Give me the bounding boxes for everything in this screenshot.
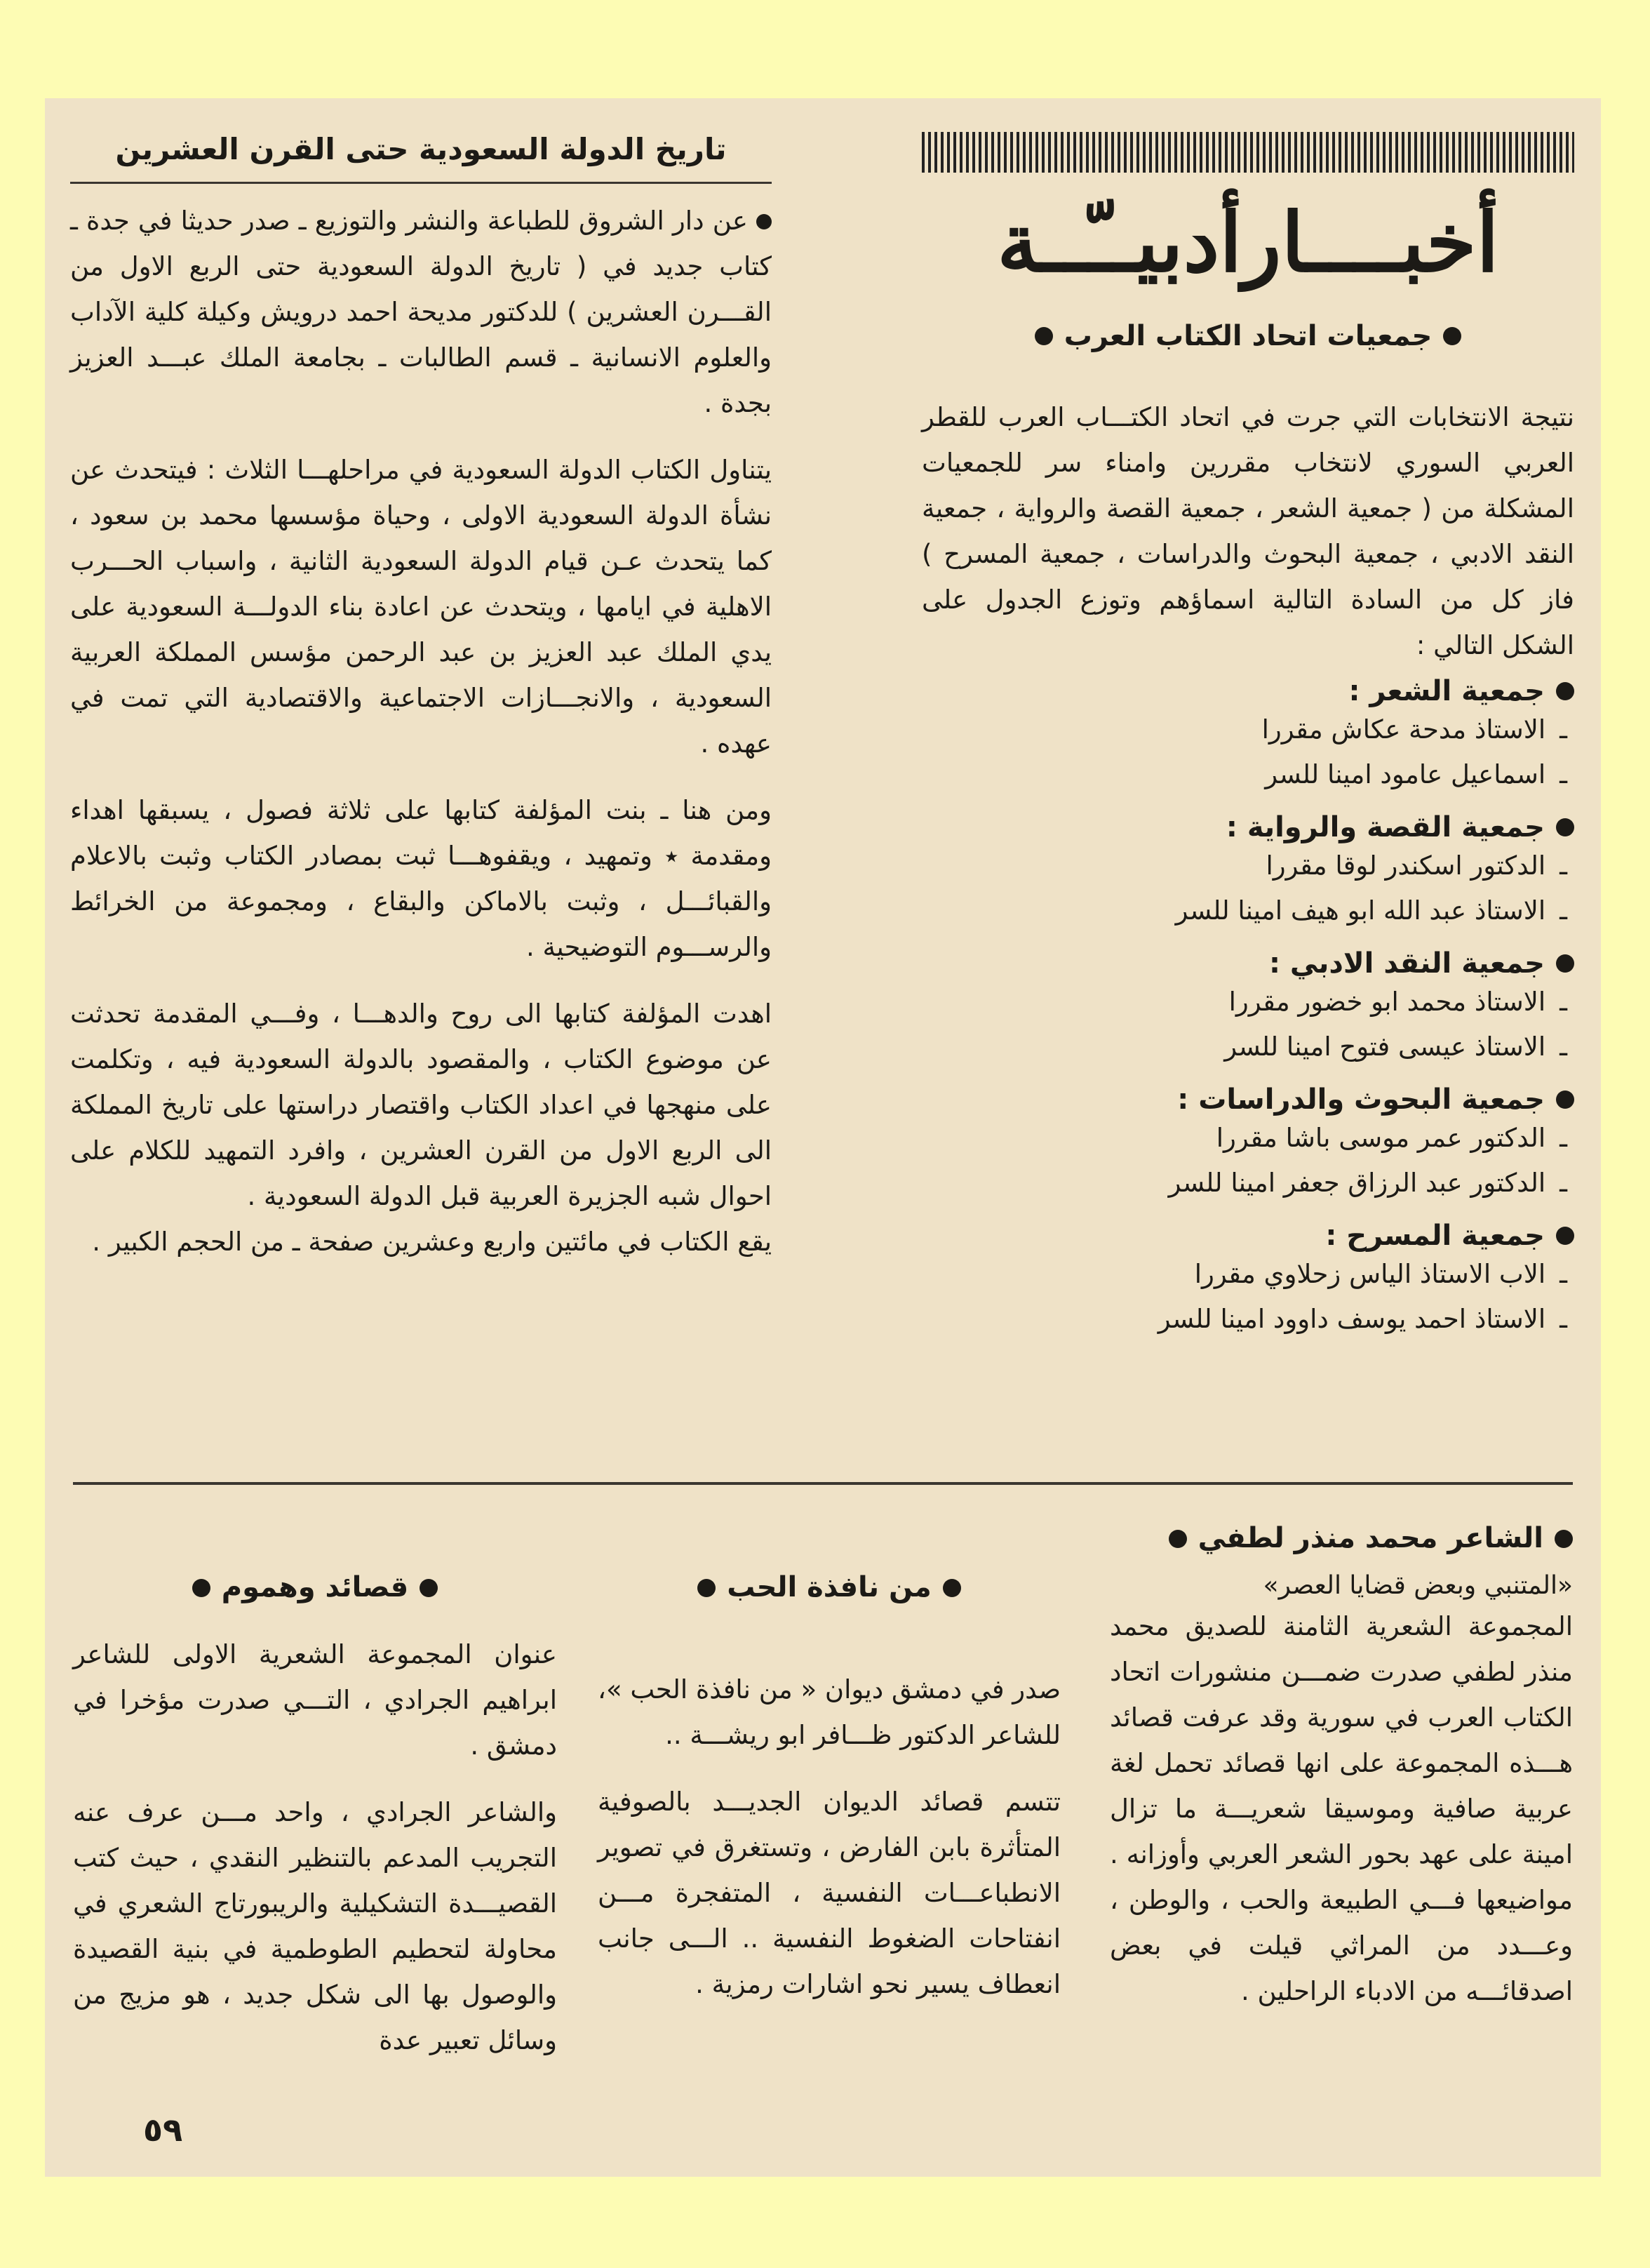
- love-window-paragraph: صدر في دمشق ديوان « من نافذة الحب »، للشاعر الدكتور ظـــافر ابو ريشـــة ..: [598, 1674, 1061, 1750]
- group-member: [922, 1161, 1574, 1206]
- love-window-article: [598, 1565, 1061, 2028]
- dash-icon: ـ: [1560, 1168, 1567, 1198]
- group-heading: [922, 947, 1574, 980]
- group-name: جمعية القصة والرواية :: [1226, 811, 1545, 843]
- bullet-icon: [1443, 327, 1461, 345]
- member-text: اسماعيل عامود امينا للسر: [1265, 759, 1546, 789]
- bullet-icon: [1169, 1530, 1187, 1548]
- group-name: جمعية المسرح :: [1325, 1220, 1545, 1252]
- writers-union-paragraph: نتيجة الانتخابات التي جرت في اتحاد الكتـــاب العرب للقطر العربي السوري لانتخاب مقررين وامناء سر للجمعيات المشكلة من ( جمعية الشعر ، جمعية القصة والرواية ، جمعية النقد الادبي ، جمعية البحوث والدراسات ، جمعية المسرح ) فاز كل من السادة التالية اسماؤهم وتوزع الجدول على الشكل التالي :: [922, 402, 1574, 660]
- member-text: الاستاذ عبد الله ابو هيف امينا للسر: [1175, 895, 1546, 926]
- bullet-icon: [1556, 1090, 1574, 1109]
- group-member: [922, 1252, 1574, 1297]
- bullet-icon: [1556, 818, 1574, 836]
- group-name: جمعية البحوث والدراسات :: [1177, 1083, 1545, 1116]
- lutfi-subtitle: «المتنبي وبعض قضايا العصر»: [1263, 1571, 1573, 1600]
- member-text: الاستاذ عيسى فتوح امينا للسر: [1224, 1032, 1546, 1062]
- group-member: [922, 888, 1574, 933]
- dash-icon: ـ: [1560, 714, 1567, 745]
- poems-heading: [73, 1565, 557, 1610]
- decorative-bar: [922, 132, 1574, 173]
- dash-icon: ـ: [1560, 1032, 1567, 1062]
- lutfi-heading-text: الشاعر محمد منذر لطفي: [1198, 1522, 1543, 1554]
- group-literary-criticism: [922, 947, 1574, 1069]
- group-member: [922, 843, 1574, 888]
- poems-paragraph: عنوان المجموعة الشعرية الاولى للشاعر ابراهيم الجرادي ، التـــي صدرت مؤخرا في دمشق .: [73, 1639, 557, 1761]
- bullet-icon: [697, 1579, 716, 1597]
- dash-icon: ـ: [1560, 759, 1567, 789]
- saudi-paragraph: يقع الكتاب في مائتين واربع وعشرين صفحة ـ من الحجم الكبير .: [92, 1227, 772, 1257]
- poems-paragraph: والشاعر الجرادي ، واحد مـــن عرف عنه التجريب المدعم بالتنظير النقدي ، حيث كتب القصيـــدة التشكيلية والريبورتاج الشعري في محاولة لتحطيم الطوطمية في بنية القصيدة والوصول بها الى شكل جديد ، هو مزيج من وسائل تعبير عدة: [73, 1797, 557, 2055]
- dash-icon: ـ: [1560, 1259, 1567, 1289]
- saudi-paragraph: ومن هنا ـ بنت المؤلفة كتابها على ثلاثة فصول ، يسبقها اهداء ومقدمة ٭ وتمهيد ، ويقفوهـــا ثبت بمصادر الكتاب وثبت بالاعلام والقبائـــل ، وثبت بالاماكن والبقاع ، ومجموعة من الخرائط والرســـوم التوضيحية .: [70, 795, 772, 962]
- lutfi-article: [1110, 1516, 1573, 2035]
- member-text: الاستاذ محمد ابو خضور مقررا: [1228, 987, 1546, 1017]
- group-story-novel: [922, 811, 1574, 933]
- group-theatre: [922, 1220, 1574, 1342]
- group-poetry: [922, 675, 1574, 797]
- member-text: الدكتور اسكندر لوقا مقررا: [1266, 850, 1546, 881]
- magazine-page: [45, 98, 1601, 2177]
- section-divider: [73, 1482, 1573, 1485]
- group-member: [922, 1025, 1574, 1069]
- writers-union-heading: [922, 320, 1574, 352]
- bullet-icon: [420, 1579, 438, 1597]
- dash-icon: ـ: [1560, 850, 1567, 881]
- group-name: جمعية الشعر :: [1348, 675, 1545, 707]
- poems-article: [73, 1565, 557, 2084]
- group-member: [922, 1297, 1574, 1342]
- group-member: [922, 1116, 1574, 1161]
- dash-icon: ـ: [1560, 987, 1567, 1017]
- group-name: جمعية النقد الادبي :: [1268, 947, 1545, 980]
- member-text: الدكتور عمر موسى باشا مقررا: [1216, 1123, 1546, 1153]
- bullet-icon: [1555, 1530, 1573, 1548]
- dash-icon: ـ: [1560, 1123, 1567, 1153]
- poems-heading-text: قصائد وهموم: [221, 1571, 409, 1603]
- bullet-icon: [1556, 682, 1574, 700]
- group-heading: [922, 675, 1574, 707]
- saudi-history-article: [70, 126, 772, 1286]
- bullet-icon: [1556, 1227, 1574, 1245]
- saudi-paragraph: [70, 198, 772, 426]
- dash-icon: ـ: [1560, 895, 1567, 926]
- group-heading: [922, 1083, 1574, 1116]
- member-text: الاستاذ مدحة عكاش مقررا: [1261, 714, 1546, 745]
- saudi-paragraph-text: عن دار الشروق للطباعة والنشر والتوزيع ـ صدر حديثا في جدة ـ كتاب جديد في ( تاريخ الدولة السعودية حتى الربع الاول من القـــرن العشرين ) للدكتور مديحة احمد درويش وكيلة كلية الآداب والعلوم الانسانية ـ قسم الطالبات ـ بجامعة الملك عبـــد العزيز بجدة .: [70, 206, 772, 418]
- member-text: الاب الاستاذ الياس زحلاوي مقررا: [1194, 1259, 1546, 1289]
- bullet-icon: [756, 214, 772, 229]
- group-heading: [922, 1220, 1574, 1252]
- bullet-icon: [1556, 954, 1574, 973]
- writers-union-groups: [922, 675, 1574, 1342]
- love-window-paragraph: تتسم قصائد الديوان الجديـــد بالصوفية المتأثرة بابن الفارض ، وتستغرق في تصوير الانطباعـــات النفسية ، المتفجرة مـــن انفتاحات الضغوط النفسية .. الـــى جانب انعطاف يسير نحو اشارات رمزية .: [598, 1787, 1061, 1999]
- literary-news-column: [922, 132, 1574, 1342]
- bullet-icon: [943, 1579, 961, 1597]
- group-member: [922, 752, 1574, 797]
- writers-union-heading-text: جمعيات اتحاد الكتاب العرب: [1064, 320, 1433, 352]
- section-title: أخبــــارأدبيــّــة: [997, 195, 1499, 291]
- lutfi-paragraph: المجموعة الشعرية الثامنة للصديق محمد منذر لطفي صدرت ضمـــن منشورات اتحاد الكتاب العرب في سورية وقد عرفت قصائد هـــذه المجموعة على انها قصائد تحمل لغة عربية صافية وموسيقا شعريـــة ما تزال امينة على عهد بحور الشعر العربي وأوزانه . مواضيعها فـــي الطبيعة والحب ، والوطن ، وعـــدد من المراثي قيلت في بعض اصدقائـــه من الادباء الراحلين .: [1110, 1611, 1573, 2006]
- group-member: [922, 980, 1574, 1025]
- saudi-paragraph: يتناول الكتاب الدولة السعودية في مراحلهـــا الثلاث : فيتحدث عن نشأة الدولة السعودية الاولى ، وحياة مؤسسها محمد بن سعود ، كما يتحدث عـن قيام الدولة السعودية الثانية ، واسباب الحـــرب الاهلية في ايامها ، ويتحدث عن اعادة بناء الدولـــة السعودية على يدي الملك عبد العزيز بن عبد الرحمن مؤسس المملكة العربية السعودية ، والانجـــازات الاجتماعية والاقتصادية التي تمت في عهده .: [70, 455, 772, 759]
- love-window-heading-text: من نافذة الحب: [727, 1571, 932, 1603]
- saudi-history-title: تاريخ الدولة السعودية حتى القرن العشرين: [70, 126, 772, 184]
- lutfi-heading: [1110, 1516, 1573, 1561]
- bullet-icon: [192, 1579, 210, 1597]
- love-window-heading: [598, 1565, 1061, 1610]
- dash-icon: ـ: [1560, 1304, 1567, 1334]
- saudi-paragraph: اهدت المؤلفة كتابها الى روح والدهـــا ، وفـــي المقدمة تحدثت عن موضوع الكتاب ، والمقصود بالدولة السعودية فيه ، وتكلمت على منهجها في اعداد الكتاب واقتصار دراستها على تاريخ المملكة الى الربع الاول من القرن العشرين ، وافرد التمهيد للكلام على احوال شبه الجزيرة العربية قبل الدولة السعودية .: [70, 999, 772, 1211]
- member-text: الدكتور عبد الرزاق جعفر امينا للسر: [1168, 1168, 1546, 1198]
- group-research-studies: [922, 1083, 1574, 1206]
- group-heading: [922, 811, 1574, 843]
- page-number: ٥٩: [143, 2111, 183, 2149]
- bullet-icon: [1035, 327, 1053, 345]
- group-member: [922, 707, 1574, 752]
- member-text: الاستاذ احمد يوسف داوود امينا للسر: [1158, 1304, 1546, 1334]
